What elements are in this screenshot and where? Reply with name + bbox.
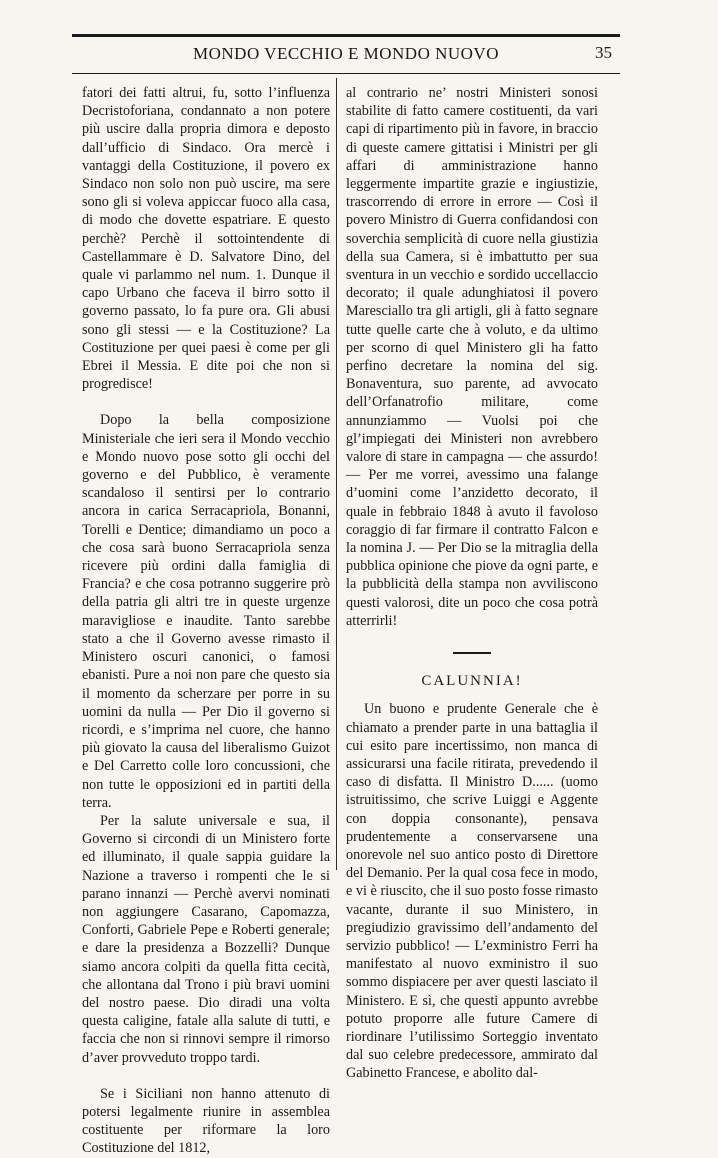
- left-paragraph-3: Per la salute universale e sua, il Governo si circondi di un Ministero forte ed illuminato, il quale sappia guidare la Nazione a traverso i rompenti che le si parano innanzi — Perchè avervi nominati non aggiungere Casarano, Capomazza, Conforti, Gabriele Pepe e Roberti generale; e dare la presidenza a Bozzelli? Dunque siamo ancora colpiti da quella fitta cecità, che allontana dal Trono i più bravi uomini del nostro paese. Dio diradi una volta questa caligine, fatale alla salute di tutti, e faccia che non si rinnovi sempre il rimorso d’aver provveduto troppo tardi.: [82, 812, 330, 1066]
- left-paragraph-2: Dopo la bella composizione Ministeriale che ieri sera il Mondo vecchio e Mondo nuovo pose sotto gli occhi del governo e del Pubblico, è veramente scandaloso il sentirsi per lo contrario ancora in carica Serracapriola, Bonanni, Torelli e Dentice; dimandiamo un poco a che cosa sarà buono Serracapriola senza ricevere più ordini dalla famiglia di Francia? e che cosa potranno suggerire prò della patria gli altri tre in queste urgenze maravigliose e inaudite. Tanto sarebbe stato a che il Governo avesse rimasto il Ministero oscuri canonici, o famosi ebanisti. Pure a noi non pare che questo sia il momento da scherzare per porre in su uomini da nulla — Per Dio il governo si ricordi, e s’imprima nel cuore, che hanno più giovato la causa del liberalismo Guizot e Del Carretto colle loro concussioni, che non tutte le opposizioni ed in partiti della terra.: [82, 412, 330, 811]
- section-separator: [453, 652, 491, 654]
- left-column: [82, 84, 330, 1158]
- page-number: 35: [595, 43, 612, 62]
- running-title: MONDO VECCHIO E MONDO NUOVO: [193, 44, 499, 63]
- header-bottom-rule: [72, 73, 620, 74]
- section-title: CALUNNIA!: [421, 673, 523, 690]
- right-column: [346, 84, 598, 1083]
- right-paragraph-1: al contrario ne’ nostri Ministeri sonosi stabilite di fatto camere costituenti, da vari capi di ripartimento più in favore, in braccio di queste camere gittatisi i Ministri per gli affari di amministrazione hanno leggermente impartite grazie e ingiustizie, trascorrendo di errore in errore — Così il povero Ministro di Guerra confidandosi con soverchia semplicità di cuore nella giustizia della sua Camera, si è imbattutto per sua sventura in un vecchio e sordido uccellaccio decorato; il quale adunghiatosi il povero Maresciallo tra gli artigli, gli à fatto segnare tutte quelle carte che à voluto, e da ultimo per scorno di quel Ministero gli ha fatto perfino decretare la nomina del sig. Bonaventura, suo parente, ad avvocato dell’Orfanatrofio militare, come annunziammo — Vuolsi poi che gl’impiegati dei Ministeri non avrebbero valore di stare in campagna — che assurdo! — Per me vorrei, avessimo una falange d’uomini come l’anzidetto decorato, il quale in febbraio 1848 à avuto il favoloso coraggio di far firmare il contratto Falcon e la nomina J. — Per Dio se la mitraglia della pubblica opinione che piove da ogni parte, e la pubblicità della stampa non avviliscono questi valorosi, dite un poco che cosa potrà atterrirli!: [346, 85, 598, 629]
- right-paragraph-2: Un buono e prudente Generale che è chiamato a prender parte in una battaglia il cui esito pare incertissimo, non manca di assicurarsi una facile ritirata, prevedendo il caso di disfatta. Il Ministro D...... (uomo istruitissimo, che scrive Luiggi e Aggente con doppia consonante), pensava prudentemente a conservarsene una onorevole nel suo antico posto di Direttore del Demanio. Per la qual cosa fece in modo, e vi è riuscito, che il suo posto fosse rimasto vacante, durante il suo Ministero, in pregiudizio gravissimo dell’andamento del servizio pubblico! — L’exministro Ferri ha manifestato al nuovo exministro il suo sommo dispiacere per aver questi lasciato il Ministero. E sì, che questi appunto avrebbe potuto proporre alle future Camere di riordinare l’utilissimo Sorteggio inventato dal suo celebre predecessore, ammirato dal Gabinetto Francese, e abolito dal-: [346, 701, 598, 1082]
- page-header: [72, 40, 620, 70]
- left-paragraph-4: Se i Siciliani non hanno attenuto di potersi legalmente riunire in assemblea costituente per riformare la loro Costituzione del 1812,: [82, 1085, 330, 1157]
- left-paragraph-1: fatori dei fatti altrui, fu, sotto l’influenza Decristoforiana, condannato a non potere più uscire dalla propria dimora e deposto dall’ufficio di Sindaco. Ora mercè i vantaggi della Costituzione, il povero ex Sindaco non solo non può uscire, ma sere sono gli si voleva appiccar fuoco alla casa, di modo che dovette espatriare. E questo perchè? Perchè il sottointendente di Castellammare è D. Salvatore Dino, del quale vi parlammo nel num. 1. Dunque il capo Urbano che faceva il birro sotto il governo passato, lo fa pure ora. Gli abusi sono gli stessi — e la Costituzione? La Costituzione per quei paesi è come per gli Ebrei il Messia. E dite poi che non si progredisce!: [82, 85, 330, 393]
- header-top-rule: [72, 34, 620, 37]
- column-divider: [336, 78, 337, 870]
